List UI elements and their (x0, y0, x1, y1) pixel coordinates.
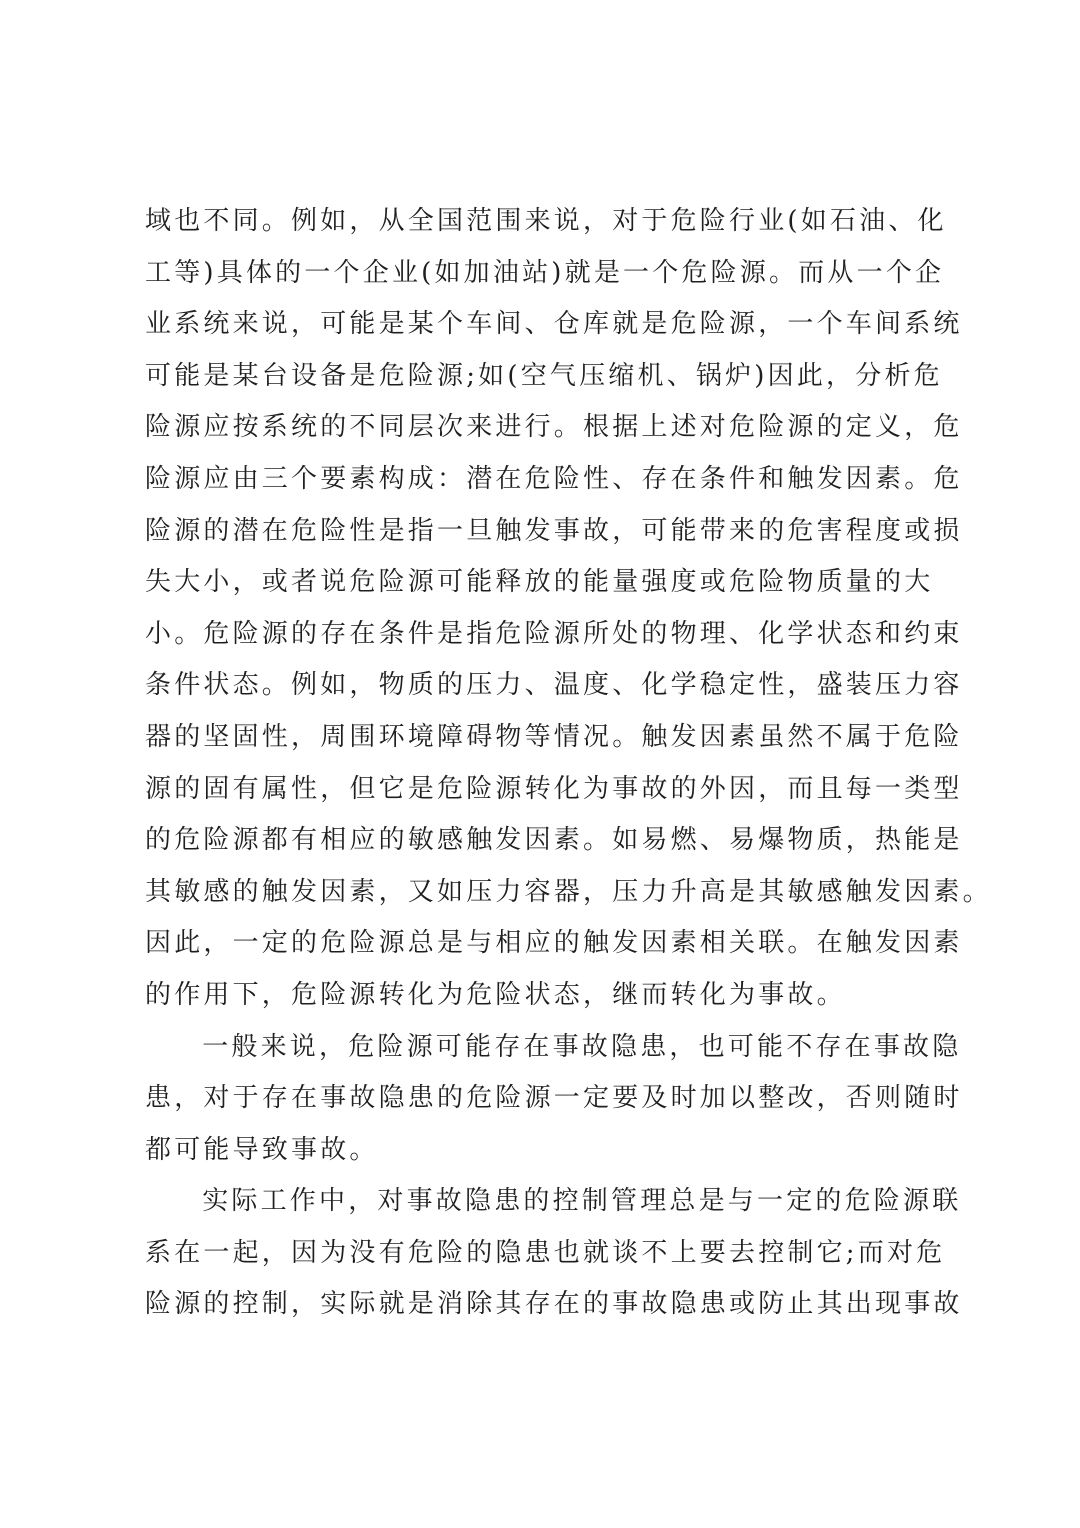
text-line: 险源的控制，实际就是消除其存在的事故隐患或防止其出现事故 (145, 1289, 963, 1320)
text-line: 都可能导致事故。 (145, 1134, 379, 1165)
text-line: 失大小，或者说危险源可能释放的能量强度或危险物质量的大 (145, 567, 934, 598)
paragraph-2-continued (145, 1073, 963, 1176)
text-line: 患，对于存在事故隐患的危险源一定要及时加以整改，否则随时 (145, 1083, 963, 1114)
text-line: 因此，一定的危险源总是与相应的触发因素相关联。在触发因素 (145, 928, 963, 959)
text-line: 险源应按系统的不同层次来进行。根据上述对危险源的定义，危 (145, 412, 963, 443)
paragraph-2 (145, 1022, 962, 1074)
text-line: 的危险源都有相应的敏感触发因素。如易燃、易爆物质，热能是 (145, 825, 963, 856)
text-line: 域也不同。例如，从全国范围来说，对于危险行业(如石油、化 (145, 206, 947, 236)
paragraph-3-continued (145, 1228, 963, 1331)
text-line: 其敏感的触发因素，又如压力容器，压力升高是其敏感触发因素。 (145, 876, 992, 907)
text-line: 险源应由三个要素构成：潜在危险性、存在条件和触发因素。危 (145, 463, 963, 494)
text-line: 源的固有属性，但它是危险源转化为事故的外因，而且每一类型 (145, 773, 963, 804)
text-line: 险源的潜在危险性是指一旦触发事故，可能带来的危害程度或损 (145, 515, 963, 546)
text-line: 系在一起，因为没有危险的隐患也就谈不上要去控制它;而对危 (145, 1237, 946, 1268)
document-body (145, 196, 992, 1331)
paragraph-1 (145, 196, 992, 1022)
text-line: 一般来说，危险源可能存在事故隐患，也可能不存在事故隐 (202, 1031, 962, 1062)
text-line: 可能是某台设备是危险源;如(空气压缩机、锅炉)因此，分析危 (145, 360, 943, 391)
text-line: 器的坚固性，周围环境障碍物等情况。触发因素虽然不属于危险 (145, 721, 963, 752)
text-line: 业系统来说，可能是某个车间、仓库就是危险源，一个车间系统 (145, 309, 963, 340)
text-line: 实际工作中，对事故隐患的控制管理总是与一定的危险源联 (202, 1186, 962, 1217)
paragraph-3 (145, 1176, 962, 1228)
text-line: 小。危险源的存在条件是指危险源所处的物理、化学状态和约束 (145, 618, 963, 649)
text-line: 工等)具体的一个企业(如加油站)就是一个危险源。而从一个企 (145, 257, 945, 288)
text-line: 条件状态。例如，物质的压力、温度、化学稳定性，盛装压力容 (145, 670, 963, 701)
text-line: 的作用下，危险源转化为危险状态，继而转化为事故。 (145, 979, 846, 1010)
